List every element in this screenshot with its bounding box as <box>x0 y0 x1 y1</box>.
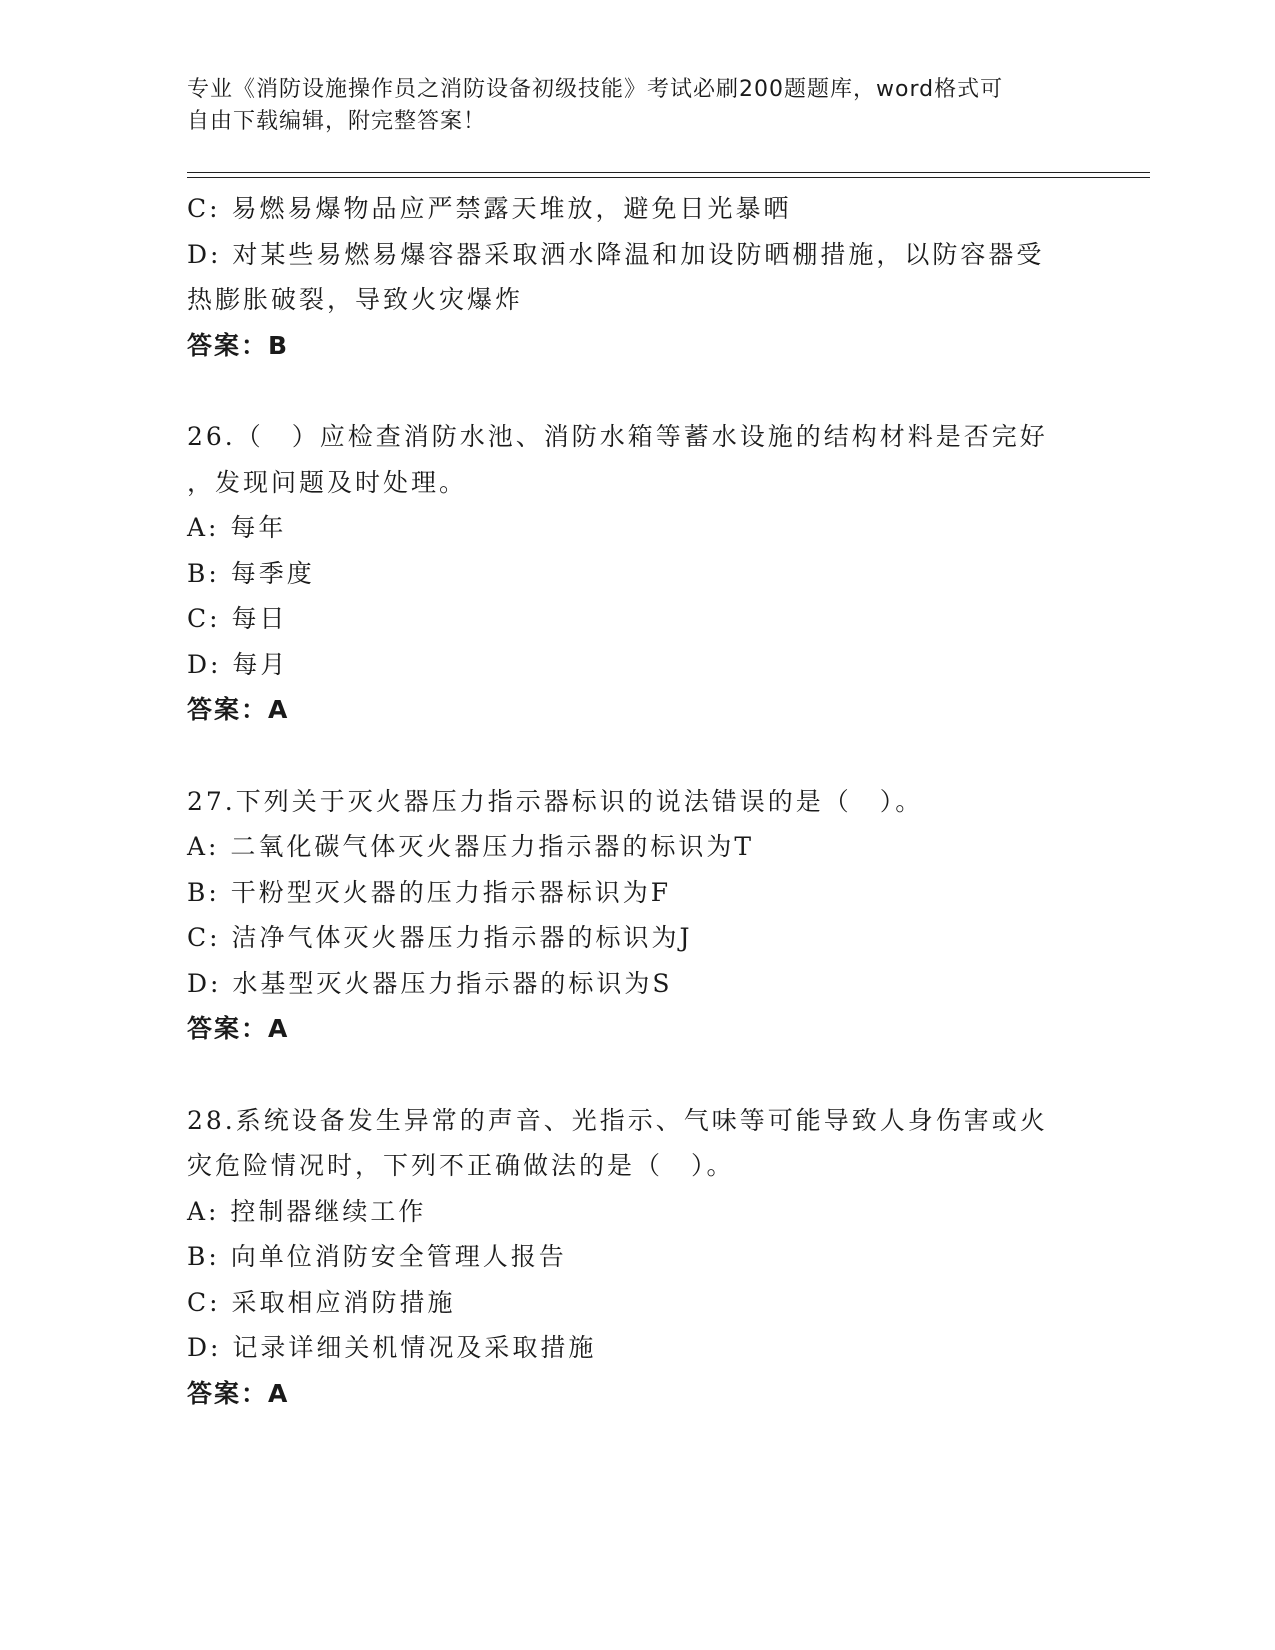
option-d: D: 记录详细关机情况及采取措施 <box>187 1333 597 1362</box>
question-26 <box>187 414 1087 733</box>
question-stem-line-1: 26.（ ）应检查消防水池、消防水箱等蓄水设施的结构材料是否完好 <box>187 422 1048 451</box>
question-stem-line-2: 灾危险情况时，下列不正确做法的是（ ）。 <box>187 1151 735 1180</box>
option-a: A: 控制器继续工作 <box>187 1196 427 1226</box>
header-divider-bottom <box>187 177 1150 178</box>
question-stem-line-1: 28.系统设备发生异常的声音、光指示、气味等可能导致人身伤害或火 <box>187 1105 1048 1135</box>
option-b: B: 向单位消防安全管理人报告 <box>187 1242 567 1271</box>
question-28 <box>187 1098 1087 1417</box>
option-d-line-1: D: 对某些易燃易爆容器采取洒水降温和加设防晒棚措施，以防容器受 <box>187 239 1045 269</box>
question-25-tail <box>187 186 1087 368</box>
answer: 答案：A <box>187 1014 290 1043</box>
spacer <box>187 368 1087 414</box>
header-line-2: 自由下载编辑，附完整答案！ <box>187 109 487 134</box>
question-stem-line-2: ，发现问题及时处理。 <box>187 467 468 497</box>
option-c: C: 每日 <box>187 604 288 633</box>
option-a: A: 二氧化碳气体灭火器压力指示器的标识为T <box>187 832 755 861</box>
answer: 答案：B <box>187 330 290 360</box>
header-divider-top <box>187 172 1150 173</box>
question-27 <box>187 779 1087 1052</box>
option-b: B: 每季度 <box>187 558 315 588</box>
option-d: D: 每月 <box>187 649 289 679</box>
option-c: C: 采取相应消防措施 <box>187 1287 456 1317</box>
header-line-1: 专业《消防设施操作员之消防设备初级技能》考试必刷200题题库，word格式可 <box>187 77 1004 102</box>
answer: 答案：A <box>187 695 290 724</box>
option-a: A: 每年 <box>187 513 287 542</box>
question-content <box>187 186 1087 1416</box>
option-c: C: 洁净气体灭火器压力指示器的标识为J <box>187 923 693 952</box>
option-b: B: 干粉型灭火器的压力指示器标识为F <box>187 877 672 907</box>
question-stem-line-1: 27.下列关于灭火器压力指示器标识的说法错误的是（ ）。 <box>187 786 924 816</box>
spacer <box>187 733 1087 779</box>
answer: 答案：A <box>187 1378 290 1408</box>
option-d: D: 水基型灭火器压力指示器的标识为S <box>187 968 673 998</box>
option-c: C: 易燃易爆物品应严禁露天堆放，避免日光暴晒 <box>187 194 792 223</box>
document-header <box>187 74 1067 138</box>
spacer <box>187 1052 1087 1098</box>
option-d-line-2: 热膨胀破裂，导致火灾爆炸 <box>187 285 524 314</box>
